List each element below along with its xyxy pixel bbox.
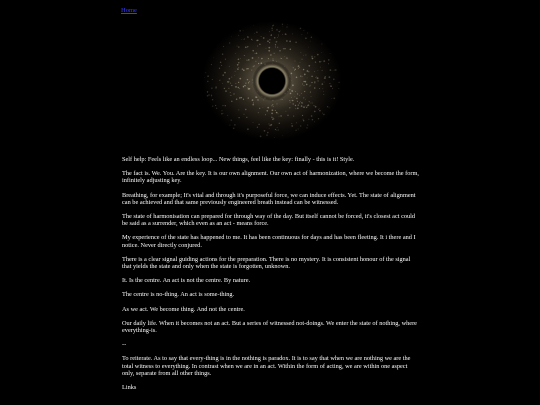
article-paragraph: There is a clear signal guiding actions for the preparation. There is no mystery. It is consistent honour of the signal that yields the state and only when the state is forgotten, unknown. [122,255,411,271]
article-paragraph: The fact is. We. You. Are the key. It is our own alignment. Our own act of harmonization, where we become the form, infinitely adjusting key. [122,170,419,185]
article-paragraph: As we act. We become thing. And not the centre. [122,305,245,313]
links-heading: Links [122,384,137,392]
article-paragraph: My experience of the state has happened to me. It has been continuous for days and has been fleeting. It i there and I notice. Never directly conjured. [122,234,416,249]
article-body [122,156,420,398]
article-paragraph: It. Is the centre. An act is not the centre. By nature. [122,277,251,285]
article-paragraph: Our daily life. When it becomes not an act. But a series of witnessed not-doings. We enter the state of nothing, where everything-is. [122,319,417,335]
black-hole-graphic [197,20,347,142]
home-link[interactable]: Home [121,7,137,14]
black-hole-image [197,20,347,142]
article-paragraph: Self help: Feels like an endless loop... New things, feel like the key: finally - this is it! Style. [122,156,355,163]
article-separator: -- [122,341,127,349]
article-paragraph: The state of harmonisation can prepared for through way of the day. But itself cannot be forced, it's closest act could be said as a surrender, which even as an act - means force. [122,213,416,228]
article-paragraph: Breathing, for example; It's vital and through it's purposeful force, we can induce effects. Yet. The state of alignment can be achieved and that same previously engineered breath instead can be witnessed. [122,191,416,206]
article-paragraph: The centre is no-thing. An act is some-thing. [122,291,235,299]
article-paragraph: To reiterate. As to say that every-thing is in the nothing is paradox. It is to say that when we are nothing we are the total witness to everything. In contrast when we are in an act. Within the form of acting, we are within one aspect only, separate from all other things. [122,355,411,377]
